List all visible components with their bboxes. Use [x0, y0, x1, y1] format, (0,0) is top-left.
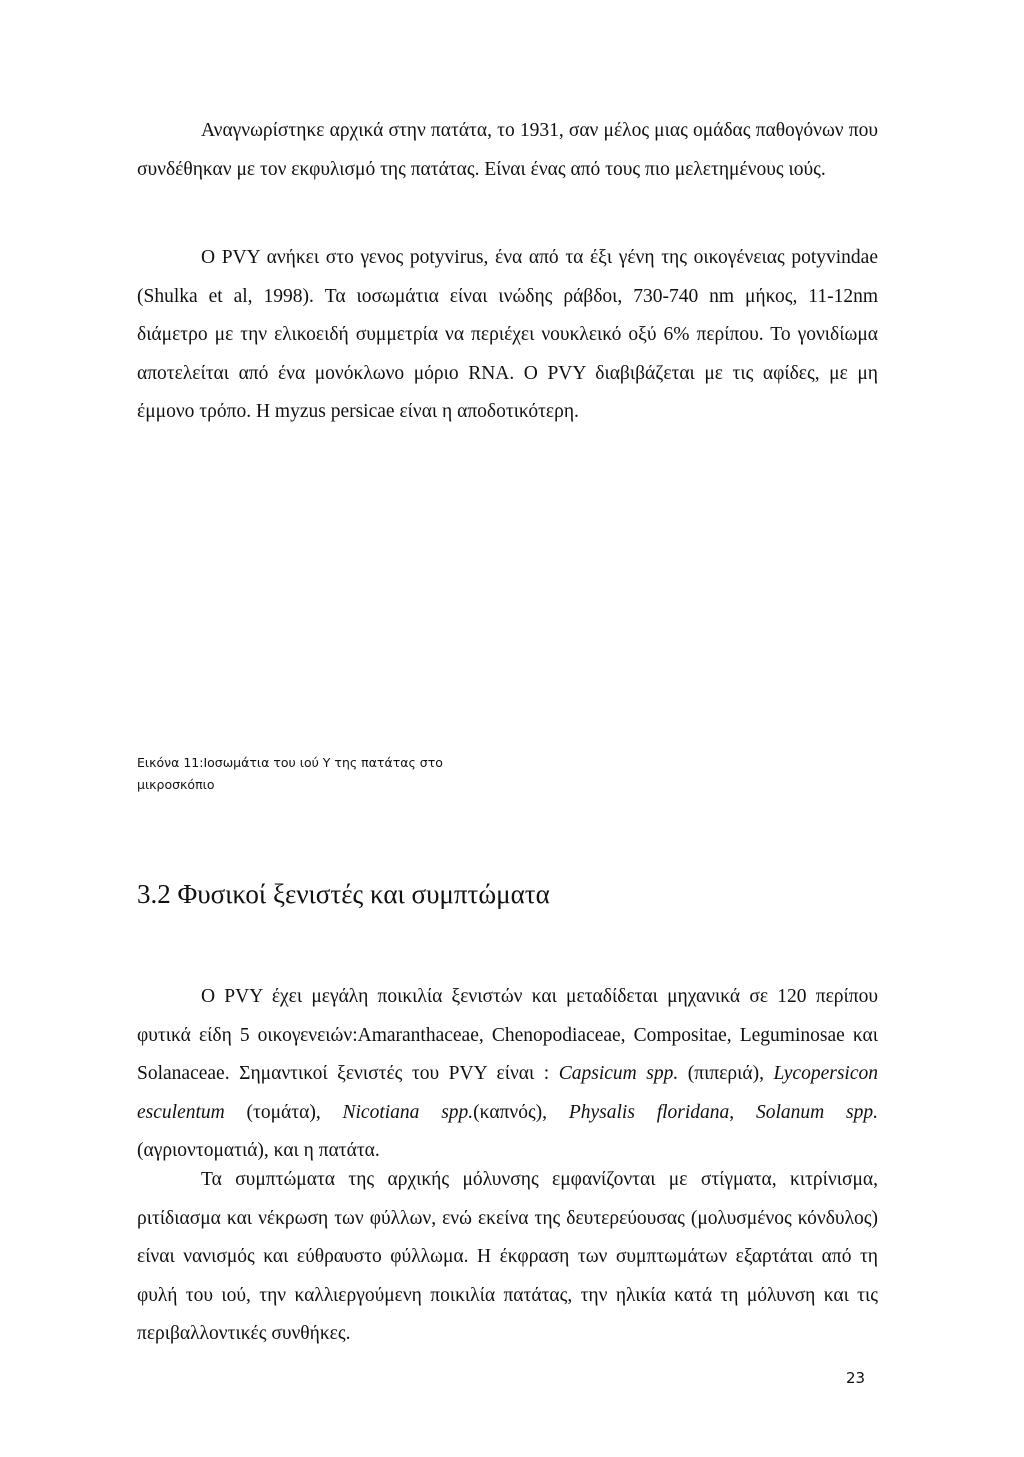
figure-caption: Εικόνα 11:Ιοσωμάτια του ιού Υ της πατάτας στο μικροσκόπιο — [137, 755, 443, 792]
host-capsicum: Capsicum spp. — [558, 1063, 679, 1084]
page-number: 23 — [846, 1369, 866, 1387]
hosts-text-2: (πιπεριά), — [678, 1063, 774, 1084]
hosts-text-3: (τομάτα), — [224, 1101, 343, 1123]
host-nicotiana: Nicotiana spp. — [342, 1101, 474, 1123]
section-heading: 3.2 Φυσικοί ξενιστές και συμπτώματα — [137, 879, 550, 909]
hosts-text-1: Ο PVY έχει μεγάλη ποικιλία ξενιστών και μεταδίδεται μηχανικά σε 120 περίπου φυτικά είδη 5 οικογενειών:Amaranthaceae, Chenopodiaceae, Compositae, Leguminosae και Solanaceae. Σημαντικοί ξενιστές του PVY είναι : — [137, 986, 878, 1084]
hosts-text-5: (αγριοντοματιά), και η πατάτα. — [137, 1140, 380, 1161]
host-lycopersicon: Lycopersicon esculentum — [137, 1063, 878, 1123]
hosts-text-4: (καπνός), — [473, 1101, 569, 1123]
host-physalis-solanum: Physalis floridana, Solanum spp. — [568, 1101, 878, 1123]
paragraph-intro: Αναγνωρίστηκε αρχικά στην πατάτα, το 1931, σαν μέλος μιας ομάδας παθογόνων που συνδέθηκαν με τον εκφυλισμό της πατάτας. Είναι ένας από τους πιο μελετημένους ιούς. — [137, 120, 878, 180]
paragraph-symptoms: Τα συμπτώματα της αρχικής μόλυνσης εμφανίζονται με στίγματα, κιτρίνισμα, ριτίδιασμα και νέκρωση των φύλλων, ενώ εκείνα της δευτερεύουσας (μολυσμένος κόνδυλος) είναι νανισμός και εύθραυστο φύλλωμα. Η έκφραση των συμπτωμάτων εξαρτάται από τη φυλή του ιού, την καλλιεργούμενη ποικιλία πατάτας, την ηλικία κατά τη μόλυνση και τις περιβαλλοντικές συνθήκες. — [137, 1169, 878, 1344]
paragraph-hosts — [137, 978, 878, 1171]
paragraph-classification: Ο PVY ανήκει στο γενος potyvirus, ένα από τα έξι γένη της οικογένειας potyvindae (Shulka et al, 1998). Τα ιοσωμάτια είναι ινώδης ράβδοι, 730-740 nm μήκος, 11-12nm διάμετρο με την ελικοειδή συμμετρία να περιέχει νουκλεικό οξύ 6% περίπου. Το γονιδίωμα αποτελείται από ένα μονόκλωνο μόριο RNA. Ο PVY διαβιβάζεται με τις αφίδες, με μη έμμονο τρόπο. Η myzus persicae είναι η αποδοτικότερη. — [137, 247, 878, 422]
